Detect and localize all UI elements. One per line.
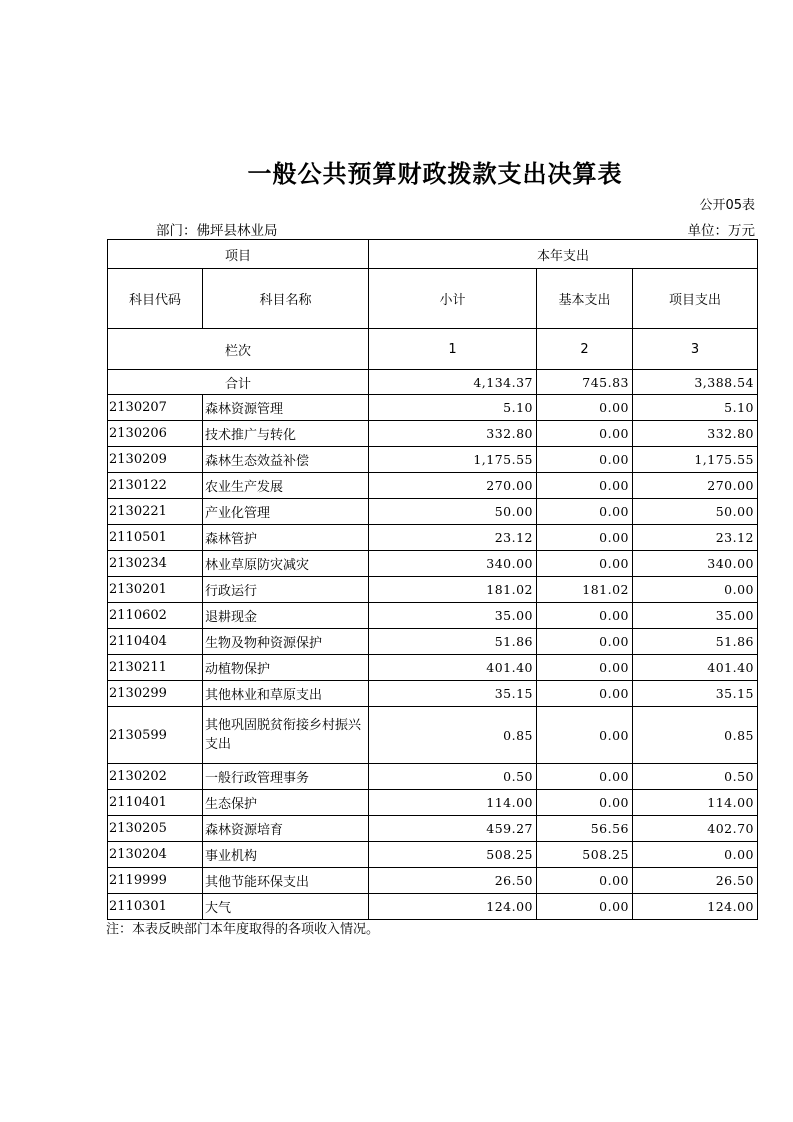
subtotal-cell: 401.40	[369, 655, 537, 681]
table-row	[108, 842, 758, 868]
subtotal-cell: 35.15	[369, 681, 537, 707]
header-row-1	[108, 240, 758, 269]
table-row	[108, 894, 758, 920]
header-subject-code: 科目代码	[108, 269, 203, 329]
subject-code-cell: 2130205	[108, 816, 203, 842]
subtotal-cell: 1,175.55	[369, 447, 537, 473]
subject-name-cell: 生态保护	[203, 790, 369, 816]
total-label: 合计	[108, 370, 369, 395]
table-row	[108, 473, 758, 499]
table-row	[108, 681, 758, 707]
project-expense-cell: 5.10	[633, 395, 758, 421]
table-row	[108, 764, 758, 790]
column-index-label: 栏次	[108, 329, 369, 370]
subject-name-cell: 事业机构	[203, 842, 369, 868]
table-row	[108, 421, 758, 447]
subtotal-cell: 181.02	[369, 577, 537, 603]
project-expense-cell: 402.70	[633, 816, 758, 842]
project-expense-cell: 401.40	[633, 655, 758, 681]
subject-code-cell: 2130209	[108, 447, 203, 473]
subject-name-cell: 其他巩固脱贫衔接乡村振兴支出	[203, 707, 369, 764]
project-expense-cell: 270.00	[633, 473, 758, 499]
project-expense-cell: 340.00	[633, 551, 758, 577]
subject-code-cell: 2110404	[108, 629, 203, 655]
subject-name-cell: 林业草原防灾减灾	[203, 551, 369, 577]
subject-code-cell: 2130207	[108, 395, 203, 421]
header-this-year-expense: 本年支出	[369, 240, 758, 269]
subtotal-cell: 459.27	[369, 816, 537, 842]
subject-name-cell: 其他节能环保支出	[203, 868, 369, 894]
header-project: 项目	[108, 240, 369, 269]
table-body	[108, 240, 758, 920]
project-expense-cell: 124.00	[633, 894, 758, 920]
project-expense-cell: 114.00	[633, 790, 758, 816]
basic-expense-cell: 0.00	[537, 655, 633, 681]
subject-name-cell: 退耕现金	[203, 603, 369, 629]
subject-code-cell: 2110401	[108, 790, 203, 816]
subject-code-cell: 2130201	[108, 577, 203, 603]
subtotal-cell: 114.00	[369, 790, 537, 816]
subject-code-cell: 2130221	[108, 499, 203, 525]
form-code: 公开05表	[699, 198, 755, 213]
subject-code-cell: 2130299	[108, 681, 203, 707]
header-basic: 基本支出	[537, 269, 633, 329]
total-subtotal: 4,134.37	[369, 370, 537, 395]
subtotal-cell: 35.00	[369, 603, 537, 629]
subject-code-cell: 2110501	[108, 525, 203, 551]
subtotal-cell: 50.00	[369, 499, 537, 525]
subject-code-cell: 2130122	[108, 473, 203, 499]
project-expense-cell: 51.86	[633, 629, 758, 655]
project-expense-cell: 23.12	[633, 525, 758, 551]
subject-name-cell: 生物及物种资源保护	[203, 629, 369, 655]
basic-expense-cell: 181.02	[537, 577, 633, 603]
project-expense-cell: 0.85	[633, 707, 758, 764]
table-row	[108, 551, 758, 577]
project-expense-cell: 0.00	[633, 577, 758, 603]
project-expense-cell: 35.15	[633, 681, 758, 707]
subject-name-cell: 其他林业和草原支出	[203, 681, 369, 707]
subject-code-cell: 2110301	[108, 894, 203, 920]
table-row	[108, 603, 758, 629]
subject-name-cell: 森林生态效益补偿	[203, 447, 369, 473]
total-basic: 745.83	[537, 370, 633, 395]
table-row	[108, 447, 758, 473]
subtotal-cell: 26.50	[369, 868, 537, 894]
project-expense-cell: 35.00	[633, 603, 758, 629]
subtotal-cell: 340.00	[369, 551, 537, 577]
subject-code-cell: 2130599	[108, 707, 203, 764]
subject-code-cell: 2130234	[108, 551, 203, 577]
total-row	[108, 370, 758, 395]
project-expense-cell: 0.00	[633, 842, 758, 868]
header-subject-name: 科目名称	[203, 269, 369, 329]
subtotal-cell: 332.80	[369, 421, 537, 447]
basic-expense-cell: 0.00	[537, 395, 633, 421]
subtotal-cell: 0.50	[369, 764, 537, 790]
basic-expense-cell: 0.00	[537, 894, 633, 920]
subject-name-cell: 技术推广与转化	[203, 421, 369, 447]
table-row	[108, 499, 758, 525]
subtotal-cell: 5.10	[369, 395, 537, 421]
basic-expense-cell: 0.00	[537, 681, 633, 707]
header-project-expense: 项目支出	[633, 269, 758, 329]
subject-name-cell: 行政运行	[203, 577, 369, 603]
subject-name-cell: 农业生产发展	[203, 473, 369, 499]
subject-code-cell: 2130202	[108, 764, 203, 790]
subtotal-cell: 23.12	[369, 525, 537, 551]
table-row	[108, 790, 758, 816]
project-expense-cell: 50.00	[633, 499, 758, 525]
page-title: 一般公共预算财政拨款支出决算表	[247, 160, 623, 188]
basic-expense-cell: 56.56	[537, 816, 633, 842]
basic-expense-cell: 0.00	[537, 447, 633, 473]
subtotal-cell: 508.25	[369, 842, 537, 868]
subject-code-cell: 2130206	[108, 421, 203, 447]
table-row	[108, 868, 758, 894]
table-row	[108, 577, 758, 603]
subject-name-cell: 森林资源培育	[203, 816, 369, 842]
basic-expense-cell: 0.00	[537, 868, 633, 894]
table-row	[108, 707, 758, 764]
basic-expense-cell: 0.00	[537, 421, 633, 447]
subject-name-cell: 森林资源管理	[203, 395, 369, 421]
project-expense-cell: 332.80	[633, 421, 758, 447]
table-row	[108, 655, 758, 681]
project-expense-cell: 1,175.55	[633, 447, 758, 473]
budget-table	[107, 239, 758, 920]
basic-expense-cell: 0.00	[537, 764, 633, 790]
subtotal-cell: 0.85	[369, 707, 537, 764]
basic-expense-cell: 0.00	[537, 707, 633, 764]
header-subtotal: 小计	[369, 269, 537, 329]
table-row	[108, 525, 758, 551]
subtotal-cell: 124.00	[369, 894, 537, 920]
total-project: 3,388.54	[633, 370, 758, 395]
header-row-index	[108, 329, 758, 370]
subject-name-cell: 产业化管理	[203, 499, 369, 525]
subject-code-cell: 2130204	[108, 842, 203, 868]
table-row	[108, 395, 758, 421]
subtotal-cell: 51.86	[369, 629, 537, 655]
basic-expense-cell: 0.00	[537, 790, 633, 816]
project-expense-cell: 0.50	[633, 764, 758, 790]
basic-expense-cell: 0.00	[537, 629, 633, 655]
footnote: 注：本表反映部门本年度取得的各项收入情况。	[106, 922, 380, 937]
basic-expense-cell: 0.00	[537, 473, 633, 499]
basic-expense-cell: 0.00	[537, 525, 633, 551]
subtotal-cell: 270.00	[369, 473, 537, 499]
table-row	[108, 629, 758, 655]
project-expense-cell: 26.50	[633, 868, 758, 894]
basic-expense-cell: 0.00	[537, 551, 633, 577]
subject-name-cell: 一般行政管理事务	[203, 764, 369, 790]
basic-expense-cell: 508.25	[537, 842, 633, 868]
basic-expense-cell: 0.00	[537, 603, 633, 629]
unit-label: 单位：万元	[687, 223, 755, 239]
header-row-2	[108, 269, 758, 329]
column-index-3: 3	[633, 329, 758, 370]
subject-code-cell: 2130211	[108, 655, 203, 681]
subject-name-cell: 动植物保护	[203, 655, 369, 681]
table-row	[108, 816, 758, 842]
subject-code-cell: 2119999	[108, 868, 203, 894]
subject-code-cell: 2110602	[108, 603, 203, 629]
subject-name-cell: 大气	[203, 894, 369, 920]
column-index-2: 2	[537, 329, 633, 370]
subject-name-cell: 森林管护	[203, 525, 369, 551]
department-label: 部门：佛坪县林业局	[156, 223, 278, 239]
column-index-1: 1	[369, 329, 537, 370]
basic-expense-cell: 0.00	[537, 499, 633, 525]
